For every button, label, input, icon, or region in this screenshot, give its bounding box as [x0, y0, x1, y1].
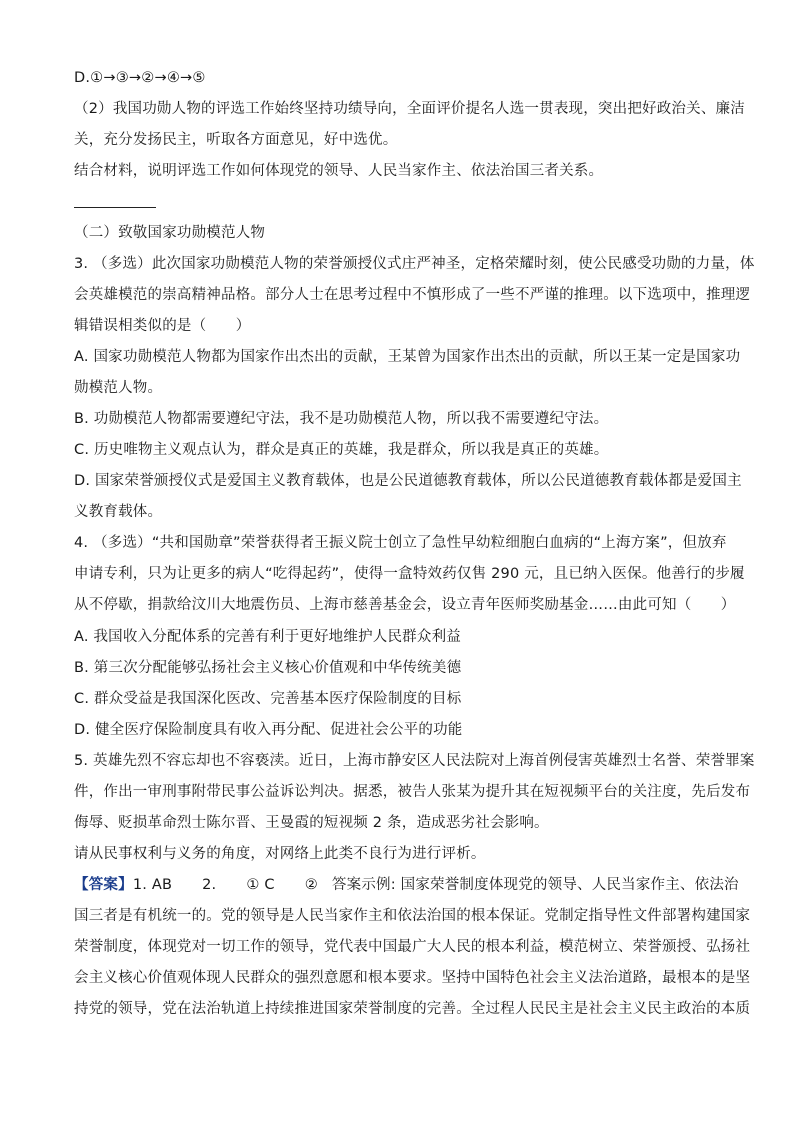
- question-3-stem-cont: 会英雄模范的崇高精神品格。部分人士在思考过程中不慎形成了一些不严谨的推理。以下选项中，推理逻: [74, 287, 751, 303]
- question-2-2-prompt: 结合材料，说明评选工作如何体现党的领导、人民当家作主、依法治国三者关系。: [74, 163, 604, 179]
- section-heading: （二）致敬国家功勋模范人物: [74, 225, 266, 241]
- answer-1: 1. AB: [132, 877, 173, 893]
- answer-2-part-2-label: ②: [304, 877, 318, 893]
- question-3-option-d-cont: 义教育载体。: [74, 504, 163, 520]
- answer-text: 持党的领导，党在法治轨道上持续推进国家荣誉制度的完善。全过程人民民主是社会主义民主政治的本质: [74, 1001, 751, 1017]
- question-5-prompt: 请从民事权利与义务的角度，对网络上此类不良行为进行评析。: [74, 846, 486, 862]
- answer-text: 国三者是有机统一的。党的领导是人民当家作主和依法治国的根本保证。党制定指导性文件部署构建国家: [74, 908, 751, 924]
- question-3-stem-end: 辑错误相类似的是（ ）: [74, 318, 251, 334]
- question-5-stem-end: 侮辱、贬损革命烈士陈尔晋、王曼霞的短视频 2 条，造成恶劣社会影响。: [74, 815, 549, 831]
- question-4-option-a: A. 我国收入分配体系的完善有利于更好地维护人民群众利益: [74, 629, 461, 645]
- question-3-stem: 3. （多选）此次国家功勋模范人物的荣誉颁授仪式庄严神圣，定格荣耀时刻，使公民感受功勋的力量，体: [74, 256, 755, 272]
- answer-line-divider: [74, 207, 156, 208]
- question-4-stem: 4. （多选）“共和国勋章”荣誉获得者王振义院士创立了急性早幼粒细胞白血病的“上海方案”，但放弃: [74, 535, 727, 551]
- question-2-2-text-cont: 关，充分发扬民主，听取各方面意见，好中选优。: [74, 132, 398, 148]
- question-2-2-text: （2）我国功勋人物的评选工作始终坚持功绩导向，全面评价提名人选一贯表现，突出把好政治关、廉洁: [74, 101, 745, 117]
- question-4-option-c: C. 群众受益是我国深化医改、完善基本医疗保险制度的目标: [74, 691, 462, 707]
- option-d-sequence: D.①→③→②→④→⑤: [74, 70, 206, 86]
- question-3-option-c: C. 历史唯物主义观点认为，群众是真正的英雄，我是群众，所以我是真正的英雄。: [74, 442, 609, 458]
- answer-line: [74, 875, 739, 895]
- question-4-option-b: B. 第三次分配能够弘扬社会主义核心价值观和中华传统美德: [74, 660, 462, 676]
- question-4-stem-cont: 申请专利，只为让更多的病人“吃得起药”，使得一盒特效药仅售 290 元，且已纳入医保。他善行的步履: [74, 566, 745, 582]
- answer-2-part-2-text: 答案示例: 国家荣誉制度体现党的领导、人民当家作主、依法治: [331, 877, 739, 893]
- question-4-option-d: D. 健全医疗保险制度具有收入再分配、促进社会公平的功能: [74, 722, 463, 738]
- answer-text: 荣誉制度，体现党对一切工作的领导，党代表中国最广大人民的根本利益，模范树立、荣誉颁授、弘扬社: [74, 939, 751, 955]
- question-5-stem: 5. 英雄先烈不容忘却也不容亵渎。近日，上海市静安区人民法院对上海首例侵害英雄烈士名誉、荣誉罪案: [74, 753, 755, 769]
- answer-2-part-1: ① C: [246, 877, 275, 893]
- answer-text: 会主义核心价值观体现人民群众的强烈意愿和根本要求。坚持中国特色社会主义法治道路，最根本的是坚: [74, 970, 751, 986]
- question-3-option-b: B. 功勋模范人物都需要遵纪守法，我不是功勋模范人物，所以我不需要遵纪守法。: [74, 411, 609, 427]
- answer-tag: 【答案】: [74, 877, 133, 893]
- question-5-stem-cont: 件，作出一审刑事附带民事公益诉讼判决。据悉，被告人张某为提升其在短视频平台的关注度，先后发布: [74, 784, 751, 800]
- answer-2-label: 2.: [202, 877, 217, 893]
- question-3-option-d: D. 国家荣誉颁授仪式是爱国主义教育载体，也是公民道德教育载体，所以公民道德教育载体都是爱国主: [74, 473, 742, 489]
- question-3-option-a: A. 国家功勋模范人物都为国家作出杰出的贡献，王某曾为国家作出杰出的贡献，所以王某一定是国家功: [74, 349, 741, 365]
- question-4-stem-end: 从不停歇，捐款给汶川大地震伤员、上海市慈善基金会，设立青年医师奖励基金……由此可知（ ）: [74, 597, 736, 613]
- question-3-option-a-cont: 勋模范人物。: [74, 380, 163, 396]
